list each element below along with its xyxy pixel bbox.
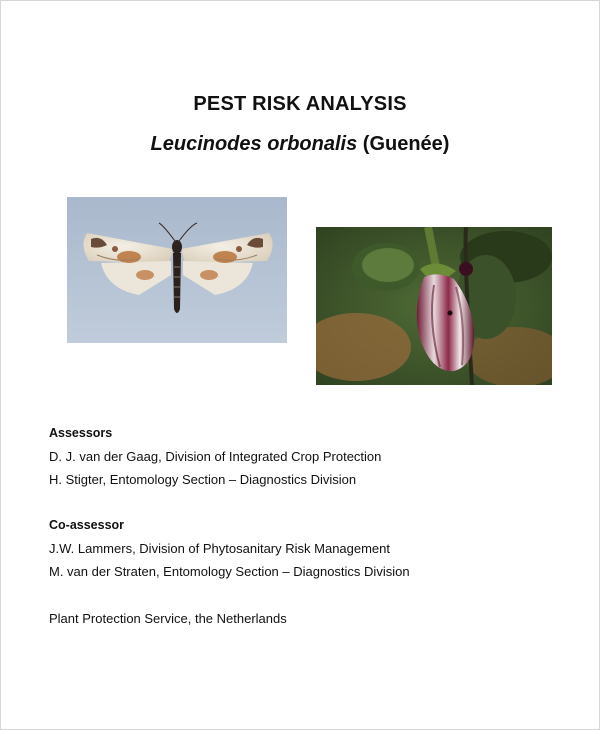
coassessor-line: M. van der Straten, Entomology Section – Diagnostics Division xyxy=(49,564,410,579)
coassessor-heading: Co-assessor xyxy=(49,518,125,532)
assessors-section xyxy=(49,422,381,491)
assessor-line: H. Stigter, Entomology Section – Diagnostics Division xyxy=(49,472,357,487)
coassessor-line: J.W. Lammers, Division of Phytosanitary Risk Management xyxy=(49,541,391,556)
species-author: (Guenée) xyxy=(362,133,450,155)
assessor-line: D. J. van der Gaag, Division of Integrated Crop Protection xyxy=(49,449,382,464)
scientific-name: Leucinodes orbonalis xyxy=(150,133,358,155)
eggplant-fruit-photo xyxy=(316,227,552,385)
organization-line: Plant Protection Service, the Netherlands xyxy=(49,611,287,626)
coassessor-section xyxy=(49,514,410,583)
species-name xyxy=(1,133,599,156)
moth-photo xyxy=(67,197,287,343)
document-title: PEST RISK ANALYSIS xyxy=(193,93,407,115)
assessors-heading: Assessors xyxy=(49,426,113,440)
